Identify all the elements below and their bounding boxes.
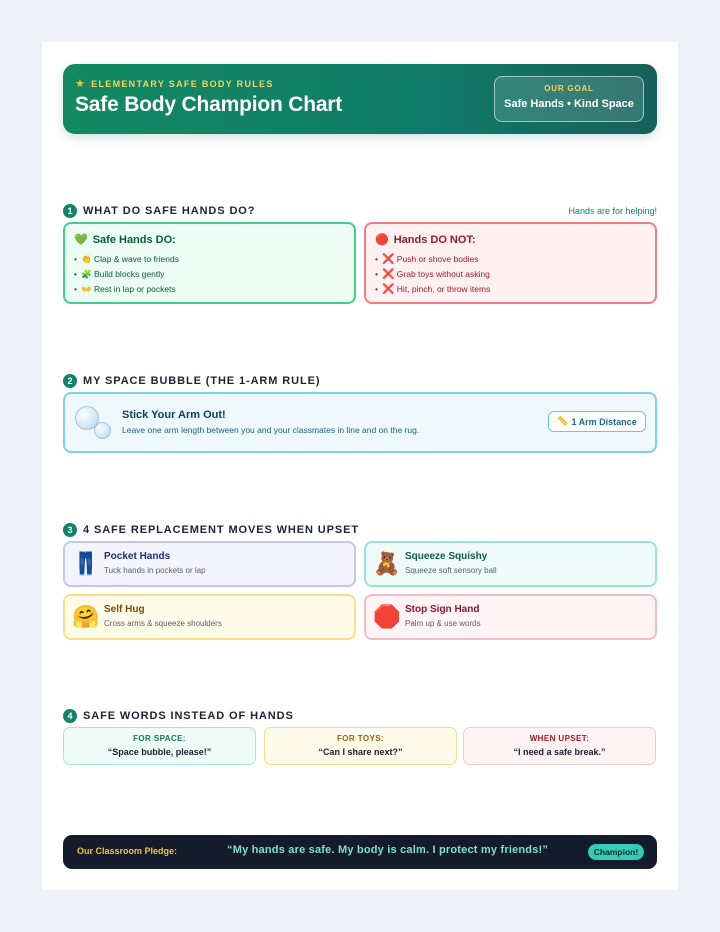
list-item-text: Clap & wave to friends: [93, 254, 179, 264]
list-item-text: Rest in lap or pockets: [93, 284, 176, 294]
list-item: • 👐 Rest in lap or pockets: [74, 282, 179, 297]
list-item-text: Build blocks gently: [93, 269, 165, 279]
move-subtitle: Cross arms & squeeze shoulders: [104, 619, 222, 628]
champion-badge: Champion!: [588, 844, 644, 860]
dont-heading-text: Hands DO NOT:: [393, 233, 476, 246]
eyebrow-text: ELEMENTARY SAFE BODY RULES: [91, 78, 274, 89]
header-banner: [63, 64, 657, 134]
safe-word-label: WHEN UPSET:: [529, 734, 590, 743]
section-1-note: Hands are for helping!: [568, 206, 657, 216]
ruler-icon: 📏: [557, 416, 569, 426]
puzzle-icon: 🧩: [81, 269, 92, 279]
move-subtitle: Tuck hands in pockets or lap: [104, 566, 206, 575]
safe-word-toys: [264, 727, 457, 765]
bubble-small: [94, 422, 111, 439]
hugging-face-icon: 🤗: [72, 604, 100, 629]
stop-sign-icon: 🛑: [373, 604, 401, 629]
safe-word-upset: [463, 727, 656, 765]
section-number: 4: [63, 709, 77, 723]
open-hands-icon: 👐: [81, 284, 92, 294]
cross-mark-icon: ❌: [382, 269, 395, 280]
chart-page: [42, 42, 678, 890]
move-title: Squeeze Squishy: [405, 551, 488, 562]
teddy-bear-icon: 🧸: [373, 551, 401, 576]
safe-word-quote: “Space bubble, please!”: [107, 747, 212, 757]
move-squeeze-squishy: [364, 541, 657, 587]
red-circle-icon: 🔴: [375, 234, 389, 246]
safe-hands-do-card: [63, 222, 356, 304]
section-number: 3: [63, 523, 77, 537]
section-1-heading: [63, 203, 255, 219]
list-item-text: Push or shove bodies: [396, 254, 479, 264]
move-title: Stop Sign Hand: [405, 604, 480, 615]
star-icon: ★: [75, 78, 87, 90]
page-title: Safe Body Champion Chart: [75, 93, 343, 116]
space-bubble-card: [63, 392, 657, 453]
safe-word-space: [63, 727, 256, 765]
do-list: [74, 252, 179, 297]
move-subtitle: Palm up & use words: [405, 619, 481, 628]
list-item: • 👏 Clap & wave to friends: [74, 252, 179, 267]
section-title: WHAT DO SAFE HANDS DO?: [83, 205, 256, 217]
goal-label: OUR GOAL: [544, 84, 594, 93]
pledge-quote: “My hands are safe. My body is calm. I protect my friends!”: [227, 844, 549, 856]
bubbles-icon: [73, 404, 113, 444]
clap-icon: 👏: [81, 254, 92, 264]
section-2-heading: [63, 373, 320, 389]
safe-word-label: FOR SPACE:: [133, 734, 186, 743]
bubble-text: Leave one arm length between you and your classmates in line and on the rug.: [122, 425, 420, 435]
green-heart-icon: 💚: [74, 234, 88, 246]
move-pocket-hands: [63, 541, 356, 587]
safe-word-quote: “Can I share next?”: [318, 747, 403, 757]
safe-word-quote: “I need a safe break.”: [513, 747, 606, 757]
jeans-icon: 👖: [72, 551, 100, 576]
pledge-label: Our Classroom Pledge:: [77, 846, 178, 856]
list-item: • ❌ Hit, pinch, or throw items: [375, 284, 491, 295]
arm-distance-tag: [548, 411, 646, 432]
list-item-text: Grab toys without asking: [396, 269, 490, 279]
section-title: SAFE WORDS INSTEAD OF HANDS: [83, 710, 294, 722]
dont-heading: [375, 233, 476, 246]
eyebrow: [75, 77, 274, 90]
do-heading-text: Safe Hands DO:: [92, 233, 176, 246]
cross-mark-icon: ❌: [382, 254, 395, 265]
section-title: 4 SAFE REPLACEMENT MOVES WHEN UPSET: [83, 524, 359, 536]
do-heading: [74, 233, 176, 246]
goal-text: Safe Hands • Kind Space: [504, 98, 634, 110]
goal-box: [494, 76, 644, 122]
dont-list: [375, 252, 490, 297]
move-stop-sign-hand: [364, 594, 657, 640]
move-title: Pocket Hands: [104, 551, 171, 562]
list-item: • ❌ Grab toys without asking: [375, 269, 490, 280]
move-subtitle: Squeeze soft sensory ball: [405, 566, 497, 575]
safe-word-label: FOR TOYS:: [336, 734, 384, 743]
hands-do-not-card: [364, 222, 657, 304]
list-item: • 🧩 Build blocks gently: [74, 267, 179, 282]
move-self-hug: [63, 594, 356, 640]
arm-distance-text: 1 Arm Distance: [571, 416, 637, 427]
section-number: 2: [63, 374, 77, 388]
list-item: • ❌ Push or shove bodies: [375, 254, 479, 265]
move-title: Self Hug: [104, 604, 145, 615]
list-item-text: Hit, pinch, or throw items: [396, 284, 491, 294]
section-number: 1: [63, 204, 77, 218]
section-title: MY SPACE BUBBLE (THE 1-ARM RULE): [83, 375, 321, 387]
classroom-pledge-bar: [63, 835, 657, 869]
cross-mark-icon: ❌: [382, 284, 395, 295]
section-4-heading: [63, 708, 294, 724]
section-3-heading: [63, 522, 359, 538]
bubble-title: Stick Your Arm Out!: [122, 409, 226, 421]
